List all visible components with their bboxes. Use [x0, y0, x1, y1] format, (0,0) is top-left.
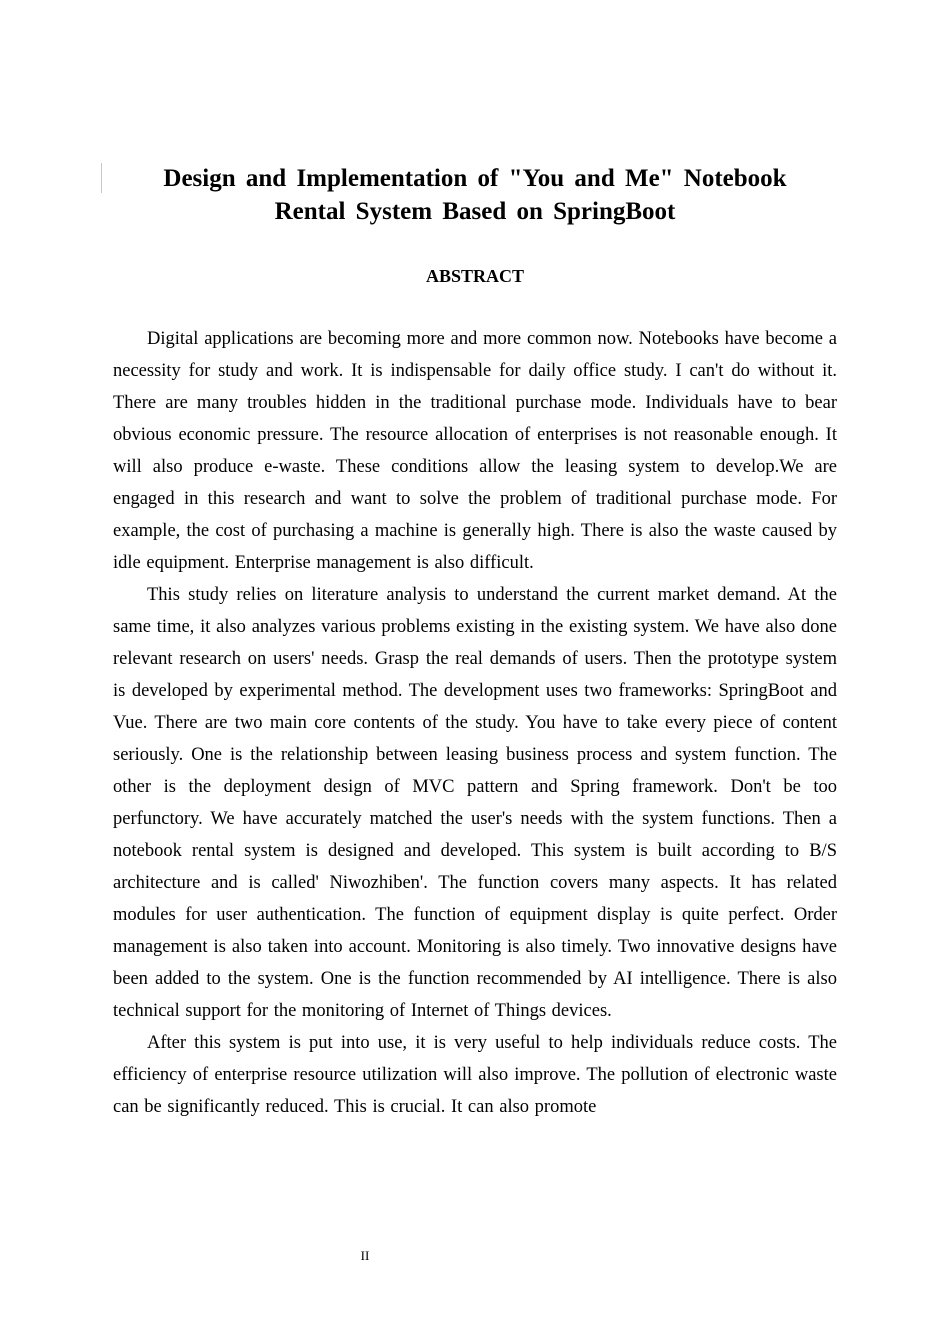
abstract-paragraph-1: Digital applications are becoming more and more common now. Notebooks have become a necessity for study and work. It is indispensable for daily office study. I can't do without it. There are many troubles hidden in the traditional purchase mode. Individuals have to bear obvious economic pressure. The resource allocation of enterprises is not reasonable enough. It will also produce e-waste. These conditions allow the leasing system to develop.We are engaged in this research and want to solve the problem of traditional purchase mode. For example, the cost of purchasing a machine is generally high. There is also the waste caused by idle equipment. Enterprise management is also difficult. [113, 329, 837, 573]
title-line-2: Rental System Based on SpringBoot [274, 198, 676, 225]
abstract-body [113, 323, 837, 1123]
abstract-heading: ABSTRACT [425, 266, 525, 286]
page-number: II [360, 1248, 370, 1263]
title-line-1: Design and Implementation of "You and Me" Notebook [163, 165, 787, 192]
document-title [113, 162, 837, 228]
abstract-paragraph-3: After this system is put into use, it is very useful to help individuals reduce costs. The efficiency of enterprise resource utilization will also improve. The pollution of electronic waste can be significantly reduced. This is crucial. It can also promote [113, 1033, 837, 1117]
margin-marker [101, 163, 102, 193]
abstract-paragraph-2: This study relies on literature analysis to understand the current market demand. At the same time, it also analyzes various problems existing in the existing system. We have also done relevant research on users' needs. Grasp the real demands of users. Then the prototype system is developed by experimental method. The development uses two frameworks: SpringBoot and Vue. There are two main core contents of the study. You have to take every piece of content seriously. One is the relationship between leasing business process and system function. The other is the deployment design of MVC pattern and Spring framework. Don't be too perfunctory. We have accurately matched the user's needs with the system functions. Then a notebook rental system is designed and developed. This system is built according to B/S architecture and is called' Niwozhiben'. The function covers many aspects. It has related modules for user authentication. The function of equipment display is quite perfect. Order management is also taken into account. Monitoring is also timely. Two innovative designs have been added to the system. One is the function recommended by AI intelligence. There is also technical support for the monitoring of Internet of Things devices. [113, 585, 837, 1021]
